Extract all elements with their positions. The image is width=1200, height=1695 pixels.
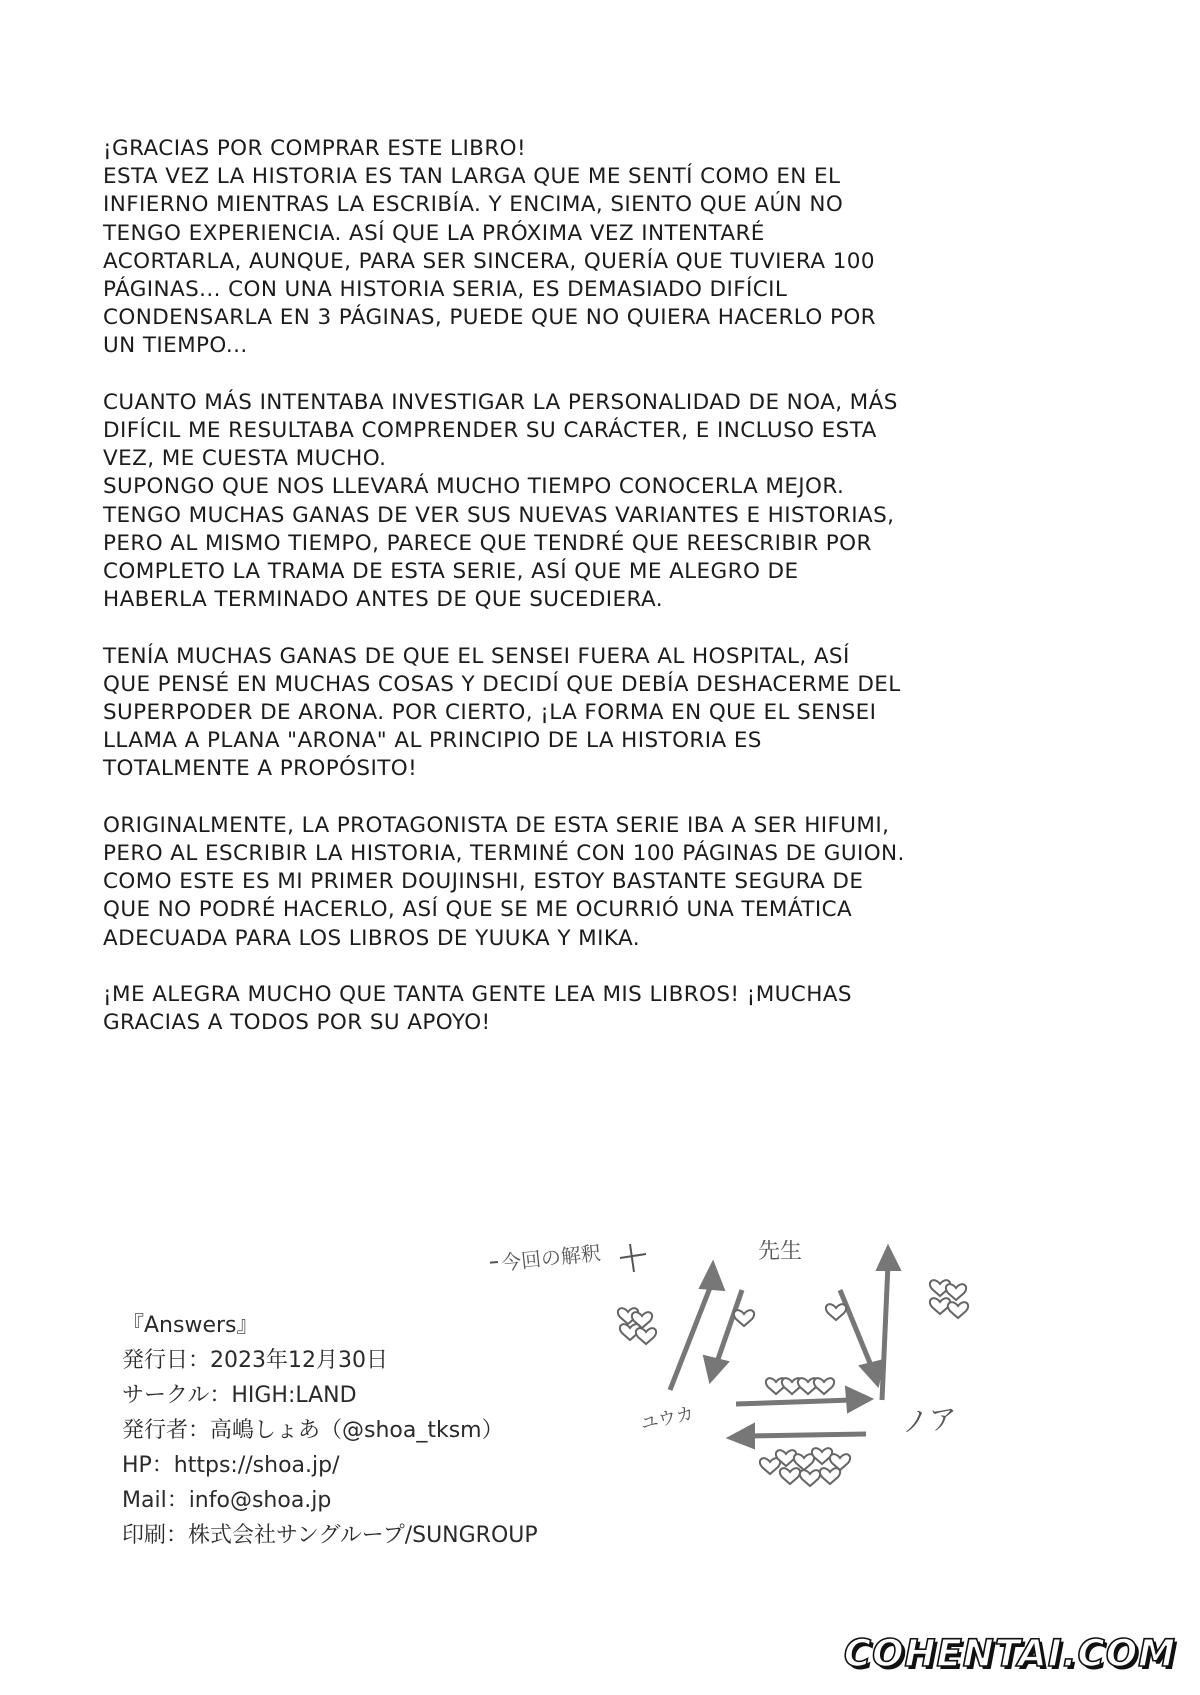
afterword-paragraph [103,812,963,953]
colophon-mail: Mail：info@shoa.jp [122,1488,332,1513]
hearts-yuuka [618,1308,656,1344]
afterword-line: PERO AL ESCRIBIR LA HISTORIA, TERMINÉ CON 100 PÁGINAS DE GUION. [103,841,905,867]
afterword-line: ¡ME ALEGRA MUCHO QUE TANTA GENTE LEA MIS LIBROS! ¡MUCHAS [103,982,852,1008]
site-watermark: COHENTAI.COM [843,1632,1176,1675]
label-noa: ノア [900,1402,959,1439]
afterword-paragraph [103,643,963,784]
arrow-sensei-to-noa [840,1290,884,1386]
afterword-line: PERO AL MISMO TIEMPO, PARECE QUE TENDRÉ QUE REESCRIBIR POR [103,530,872,556]
afterword-line: TENGO EXPERIENCIA. ASÍ QUE LA PRÓXIMA VEZ INTENTARÉ [103,220,765,246]
afterword-line: ESTA VEZ LA HISTORIA ES TAN LARGA QUE ME SENTÍ COMO EN EL [103,164,841,190]
hearts-noa [930,1280,968,1318]
afterword-line: ACORTARLA, AUNQUE, PARA SER SINCERA, QUERÍA QUE TUVIERA 100 [103,248,875,274]
afterword-line: SUPERPODER DE ARONA. POR CIERTO, ¡LA FORMA EN QUE EL SENSEI [103,700,877,726]
heading-text: 今回の解釈 [500,1240,602,1275]
afterword-line: CUANTO MÁS INTENTABA INVESTIGAR LA PERSONALIDAD DE NOA, MÁS [103,389,898,415]
afterword-line: INFIERNO MIENTRAS LA ESCRIBÍA. Y ENCIMA, SIENTO QUE AÚN NO [103,192,844,218]
colophon-homepage: HP：https://shoa.jp/ [122,1453,340,1478]
afterword-line: DIFÍCIL ME RESULTABA COMPRENDER SU CARÁCTER, E INCLUSO ESTA [103,418,877,444]
afterword-line: TOTALMENTE A PROPÓSITO! [103,756,418,782]
afterword-line: GRACIAS A TODOS POR SU APOYO! [103,1010,491,1036]
afterword-line: PÁGINAS... CON UNA HISTORIA SERIA, ES DEMASIADO DIFÍCIL [103,277,788,303]
afterword-line: ADECUADA PARA LOS LIBROS DE YUUKA Y MIKA. [103,925,640,951]
afterword-text [103,135,963,1066]
afterword-line: COMPLETO LA TRAMA DE ESTA SERIE, ASÍ QUE ME ALEGRO DE [103,559,799,585]
afterword-paragraph [103,981,963,1037]
afterword-line: TENGO MUCHAS GANAS DE VER SUS NUEVAS VARIANTES E HISTORIAS, [103,502,895,528]
afterword-line: QUE NO PODRÉ HACERLO, ASÍ QUE SE ME OCURRIÓ UNA TEMÁTICA [103,897,853,923]
afterword-paragraph [103,135,963,361]
hearts-bottom [760,1448,850,1486]
hearts-middle [766,1378,834,1394]
afterword-line: SUPONGO QUE NOS LLEVARÁ MUCHO TIEMPO CONOCERLA MEJOR. [103,474,845,500]
label-yuuka: ユウカ [638,1403,696,1435]
diagram-heading [490,1241,646,1278]
afterword-line: UN TIEMPO... [103,333,248,359]
arrow-noa-to-yuuka [728,1424,866,1448]
colophon-title: 『Answers』 [122,1313,259,1338]
colophon-printer: 印刷：株式会社サングループ/SUNGROUP [122,1523,538,1548]
afterword-line: TENÍA MUCHAS GANAS DE QUE EL SENSEI FUERA AL HOSPITAL, ASÍ [103,643,850,669]
colophon-date: 発行日：2023年12月30日 [122,1348,388,1373]
afterword-line: HABERLA TERMINADO ANTES DE QUE SUCEDIERA. [103,587,663,613]
afterword-line: VEZ, ME CUESTA MUCHO. [103,446,387,472]
afterword-line: COMO ESTE ES MI PRIMER DOUJINSHI, ESTOY BASTANTE SEGURA DE [103,869,864,895]
afterword-line: ORIGINALMENTE, LA PROTAGONISTA DE ESTA SERIE IBA A SER HIFUMI, [103,812,890,838]
relationship-sketch [490,1240,1050,1570]
afterword-line: LLAMA A PLANA "ARONA" AL PRINCIPIO DE LA HISTORIA ES [103,728,762,754]
afterword-line: CONDENSARLA EN 3 PÁGINAS, PUEDE QUE NO QUIERA HACERLO POR [103,305,876,331]
hearts-sensei-noa [826,1304,846,1320]
colophon [122,1308,538,1553]
afterword-line: QUE PENSÉ EN MUCHAS COSAS Y DECIDÍ QUE DEBÍA DESHACERME DEL [103,671,901,697]
afterword-paragraph [103,389,963,615]
label-sensei: 先生 [758,1240,803,1264]
afterword-line: ¡GRACIAS POR COMPRAR ESTE LIBRO! [103,136,527,161]
colophon-publisher: 発行者：高嶋しょあ（@shoa_tksm） [122,1418,504,1443]
hearts-sensei-yuuka [734,1310,754,1326]
colophon-circle: サークル：HIGH:LAND [122,1383,357,1408]
arrow-sensei-to-yuuka [704,1290,742,1382]
